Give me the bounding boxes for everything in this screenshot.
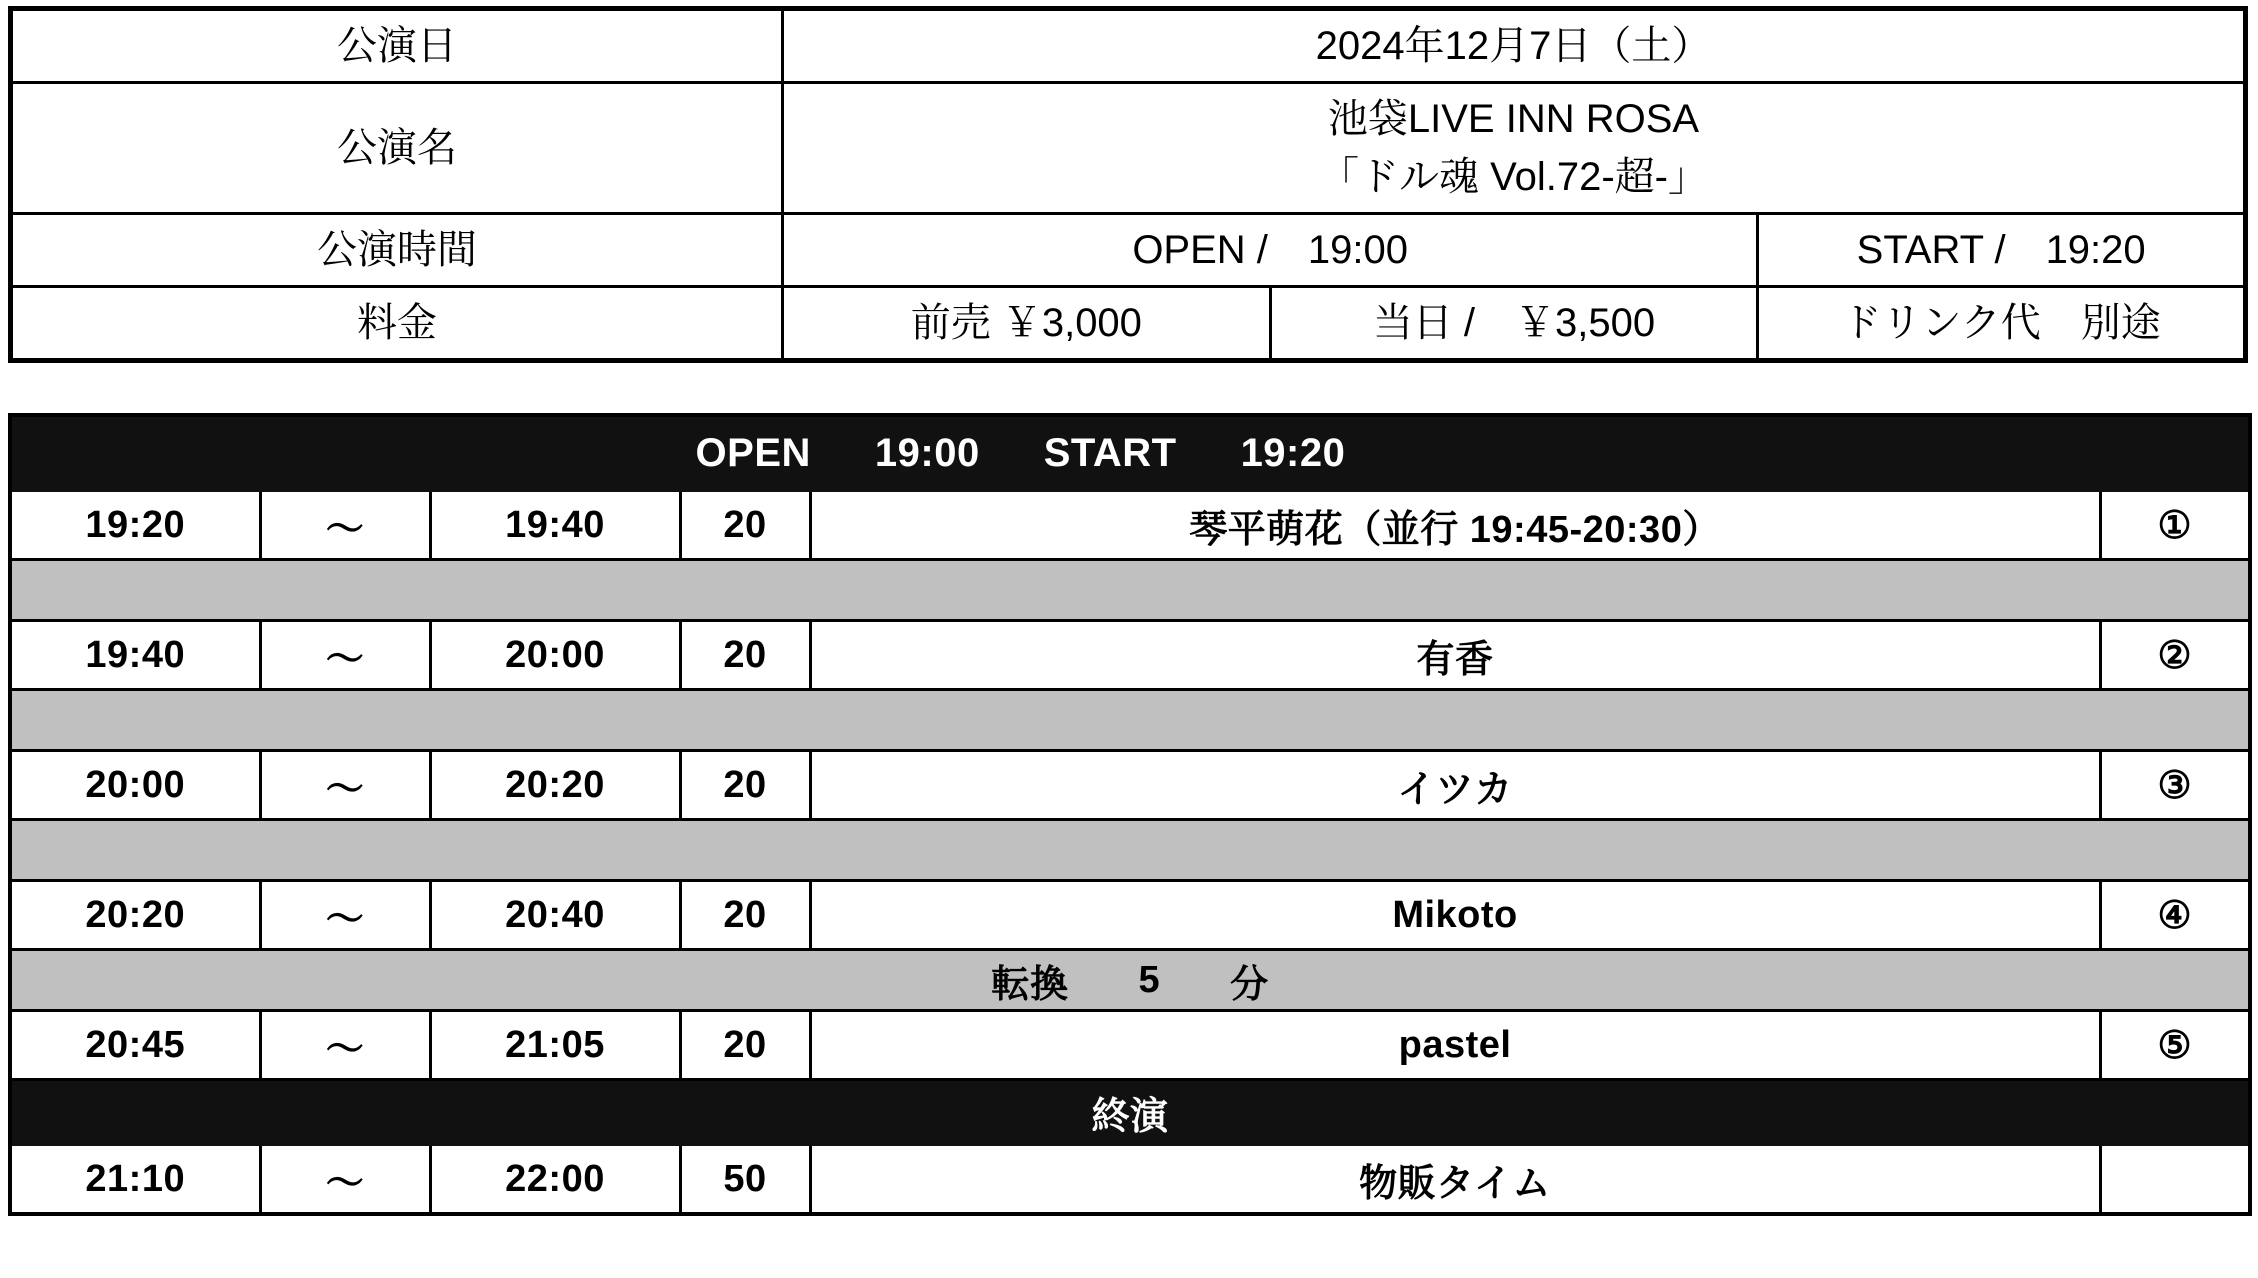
- info-label-times: 公演時間: [11, 214, 783, 287]
- slot-tilde: 〜: [260, 621, 430, 690]
- slot-order-number: ⑤: [2100, 1011, 2250, 1080]
- table-row: [10, 881, 2250, 950]
- transition-minutes: 5: [1138, 958, 1161, 1001]
- timetable-document: [0, 6, 2258, 1278]
- slot-start-time: 21:10: [10, 1145, 260, 1215]
- slot-order-number: [2100, 1145, 2250, 1215]
- slot-duration: 20: [680, 881, 810, 950]
- slot-duration: 20: [680, 1011, 810, 1080]
- slot-act-name: イツカ: [810, 751, 2100, 820]
- show-end-label: 終演: [10, 1080, 2250, 1145]
- slot-tilde: 〜: [260, 1145, 430, 1215]
- event-info-table: [8, 6, 2248, 363]
- info-value-title-line1: 池袋LIVE INN ROSA: [1327, 97, 1700, 141]
- slot-tilde: 〜: [260, 491, 430, 560]
- schedule-header-times: [680, 415, 2250, 491]
- slot-start-time: 19:20: [10, 491, 260, 560]
- info-value-open: OPEN / 19:00: [783, 214, 1758, 287]
- slot-duration: 20: [680, 491, 810, 560]
- info-value-start: START / 19:20: [1758, 214, 2246, 287]
- header-open-time: 19:00: [874, 430, 980, 475]
- table-row: [10, 1011, 2250, 1080]
- schedule-header-row: [10, 415, 2250, 491]
- slot-end-time: 20:20: [430, 751, 680, 820]
- info-label-date: 公演日: [11, 9, 783, 83]
- info-value-drink: ドリンク代 別途: [1758, 287, 2246, 361]
- transition-info: [10, 950, 2250, 1011]
- table-row: [10, 621, 2250, 690]
- slot-start-time: 19:40: [10, 621, 260, 690]
- header-start-time: 19:20: [1240, 430, 1346, 475]
- slot-end-time: 22:00: [430, 1145, 680, 1215]
- slot-start-time: 20:00: [10, 751, 260, 820]
- transition-row: [10, 560, 2250, 621]
- info-value-door: 当日 / ￥3,500: [1270, 287, 1758, 361]
- info-row-price: [11, 287, 2246, 361]
- slot-act-name: 琴平萌花（並行 19:45-20:30）: [810, 491, 2100, 560]
- slot-duration: 20: [680, 621, 810, 690]
- slot-start-time: 20:45: [10, 1011, 260, 1080]
- slot-act-name: Mikoto: [810, 881, 2100, 950]
- slot-tilde: 〜: [260, 751, 430, 820]
- schedule-header-blank: [10, 415, 680, 491]
- transition-blank: [10, 690, 2250, 751]
- transition-row: [10, 690, 2250, 751]
- schedule-table: [8, 413, 2252, 1216]
- transition-blank: [10, 560, 2250, 621]
- slot-end-time: 20:40: [430, 881, 680, 950]
- info-value-advance: 前売 ￥3,000: [783, 287, 1271, 361]
- transition-label: 転換: [991, 963, 1069, 1006]
- slot-tilde: 〜: [260, 881, 430, 950]
- info-row-date: [11, 9, 2246, 83]
- info-label-price: 料金: [11, 287, 783, 361]
- info-value-title-line2: 「ドル魂 Vol.72-超-」: [1319, 155, 1708, 199]
- info-value-date: 2024年12月7日（土）: [783, 9, 2246, 83]
- transition-unit: 分: [1230, 963, 1269, 1006]
- info-value-title: [783, 83, 2246, 214]
- slot-end-time: 21:05: [430, 1011, 680, 1080]
- slot-start-time: 20:20: [10, 881, 260, 950]
- slot-order-number: ②: [2100, 621, 2250, 690]
- info-row-title: [11, 83, 2246, 214]
- slot-act-name: 有香: [810, 621, 2100, 690]
- slot-act-name: pastel: [810, 1011, 2100, 1080]
- info-row-times: [11, 214, 2246, 287]
- table-row: [10, 491, 2250, 560]
- slot-tilde: 〜: [260, 1011, 430, 1080]
- slot-end-time: 19:40: [430, 491, 680, 560]
- slot-duration: 20: [680, 751, 810, 820]
- slot-act-name: 物販タイム: [810, 1145, 2100, 1215]
- slot-order-number: ①: [2100, 491, 2250, 560]
- slot-order-number: ④: [2100, 881, 2250, 950]
- show-end-row: [10, 1080, 2250, 1145]
- slot-order-number: ③: [2100, 751, 2250, 820]
- table-row: [10, 1145, 2250, 1215]
- header-open-label: OPEN: [695, 430, 811, 475]
- transition-row-labeled: [10, 950, 2250, 1011]
- slot-end-time: 20:00: [430, 621, 680, 690]
- transition-blank: [10, 820, 2250, 881]
- table-row: [10, 751, 2250, 820]
- transition-row: [10, 820, 2250, 881]
- header-start-label: START: [1043, 430, 1177, 475]
- slot-duration: 50: [680, 1145, 810, 1215]
- info-label-title: 公演名: [11, 83, 783, 214]
